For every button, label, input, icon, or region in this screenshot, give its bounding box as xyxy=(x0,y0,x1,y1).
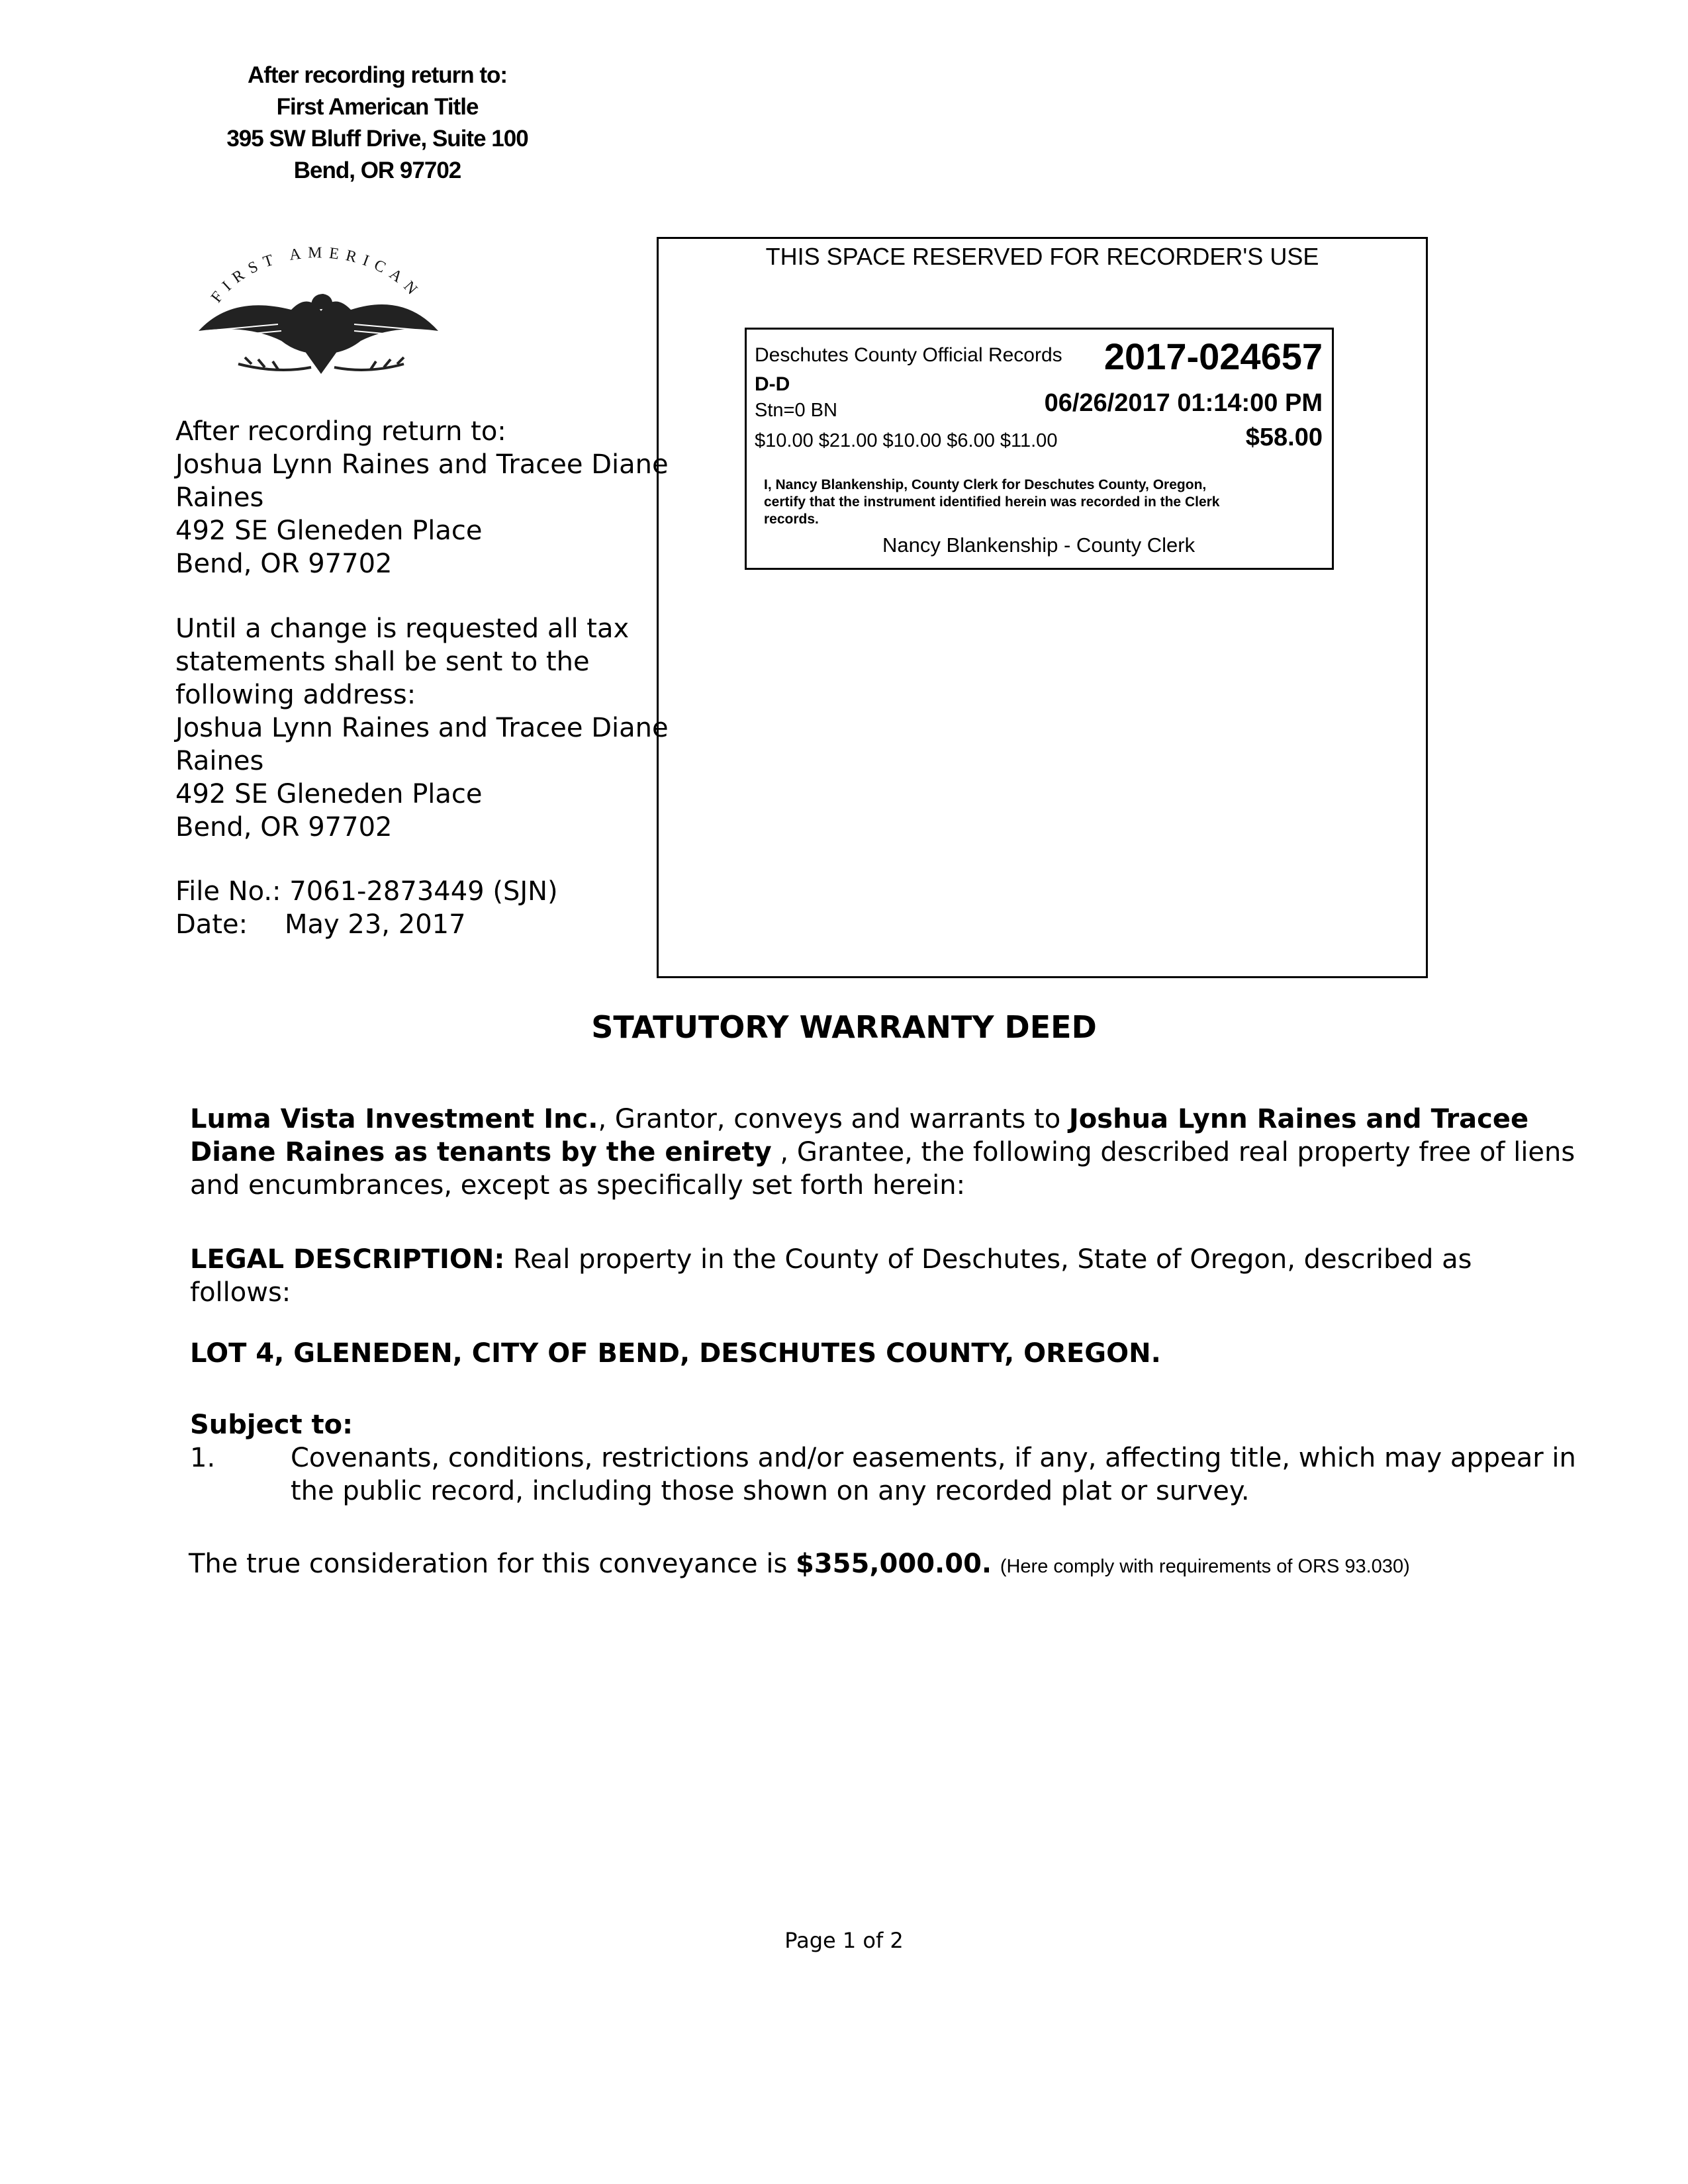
grantee-name: Joshua Lynn Raines and Tracee xyxy=(1068,1104,1529,1134)
text-run: , Grantee, the following described real property free of liens xyxy=(771,1137,1575,1167)
file-no-label: File No.: xyxy=(175,876,281,907)
ors-note: (Here comply with requirements of ORS 93.030) xyxy=(1000,1556,1410,1577)
date-value: May 23, 2017 xyxy=(285,909,466,940)
record-datetime: 06/26/2017 01:14:00 PM xyxy=(1044,389,1323,417)
subject-to-label: Subject to: xyxy=(190,1410,353,1440)
cert-line: records. xyxy=(764,512,819,527)
subject-to-section xyxy=(190,1408,1576,1508)
clerk-signature: Nancy Blankenship - County Clerk xyxy=(882,533,1196,557)
recorder-use-box xyxy=(657,237,1428,978)
text-run: and encumbrances, except as specifically set forth herein: xyxy=(190,1170,966,1201)
eagle-icon xyxy=(192,232,444,384)
cert-line: certify that the instrument identified herein was recorded in the Clerk xyxy=(764,494,1220,510)
date-label: Date: xyxy=(175,909,248,940)
stamp-line-4: Bend, OR 97702 xyxy=(293,158,461,183)
file-info xyxy=(175,875,558,941)
tax-address-block xyxy=(175,612,669,844)
consideration xyxy=(189,1547,1410,1583)
station: Stn=0 BN xyxy=(755,400,837,421)
return-to-block xyxy=(175,415,669,580)
tax-line: statements shall be sent to the xyxy=(175,647,590,677)
tax-line: 492 SE Gleneden Place xyxy=(175,779,483,809)
file-no-value: 7061-2873449 (SJN) xyxy=(289,876,558,907)
grantor-name: Luma Vista Investment Inc. xyxy=(190,1104,598,1134)
item-text: the public record, including those shown on any recorded plat or survey. xyxy=(291,1476,1250,1506)
doc-type: D-D xyxy=(755,373,790,395)
cert-line: I, Nancy Blankenship, County Clerk for Deschutes County, Oregon, xyxy=(764,477,1207,492)
logo-arc-text: FIRST AMERICAN xyxy=(208,244,425,306)
page-number: Page 1 of 2 xyxy=(784,1928,904,1953)
legal-label: LEGAL DESCRIPTION: xyxy=(190,1244,505,1275)
text-run: , Grantor, conveys and warrants to xyxy=(598,1104,1069,1134)
return-to-line: 492 SE Gleneden Place xyxy=(175,516,483,546)
stamp-line-1: After recording return to: xyxy=(247,62,508,88)
text-run: Real property in the County of Deschutes, State of Oregon, described as xyxy=(504,1244,1472,1275)
return-stamp xyxy=(199,60,556,187)
tax-line: following address: xyxy=(175,680,416,710)
text-run: follows: xyxy=(190,1277,291,1308)
item-text: Covenants, conditions, restrictions and/or easements, if any, affecting title, which may appear in xyxy=(291,1443,1576,1473)
consideration-amount: $355,000.00. xyxy=(796,1549,992,1579)
tax-line: Until a change is requested all tax xyxy=(175,614,630,644)
fees-total: $58.00 xyxy=(1245,424,1323,451)
return-to-line: Raines xyxy=(175,482,264,513)
stamp-line-3: 395 SW Bluff Drive, Suite 100 xyxy=(226,126,528,152)
records-office: Deschutes County Official Records xyxy=(755,344,1062,366)
item-number: 1. xyxy=(190,1443,216,1473)
fees: $10.00 $21.00 $10.00 $6.00 $11.00 xyxy=(755,430,1058,451)
grantee-name: Diane Raines as tenants by the enirety xyxy=(190,1137,772,1167)
tax-line: Joshua Lynn Raines and Tracee Diane xyxy=(175,713,669,743)
conveyance-paragraph xyxy=(190,1103,1575,1202)
lot-description: LOT 4, GLENEDEN, CITY OF BEND, DESCHUTES COUNTY, OREGON. xyxy=(190,1338,1161,1369)
return-to-line: Joshua Lynn Raines and Tracee Diane xyxy=(175,449,669,480)
return-to-line: Bend, OR 97702 xyxy=(175,549,393,579)
stamp-line-2: First American Title xyxy=(276,94,479,120)
text-run: The true consideration for this conveyance is xyxy=(189,1549,796,1579)
clerk-certification xyxy=(764,477,1219,528)
recorder-header: THIS SPACE RESERVED FOR RECORDER'S USE xyxy=(765,243,1319,270)
return-to-label: After recording return to: xyxy=(175,416,506,447)
tax-line: Bend, OR 97702 xyxy=(175,812,393,842)
legal-description xyxy=(190,1243,1472,1309)
tax-line: Raines xyxy=(175,746,264,776)
record-number: 2017-024657 xyxy=(1103,336,1323,377)
deed-title: STATUTORY WARRANTY DEED xyxy=(591,1009,1097,1045)
first-american-logo xyxy=(192,232,444,384)
recording-stamp xyxy=(745,328,1334,570)
